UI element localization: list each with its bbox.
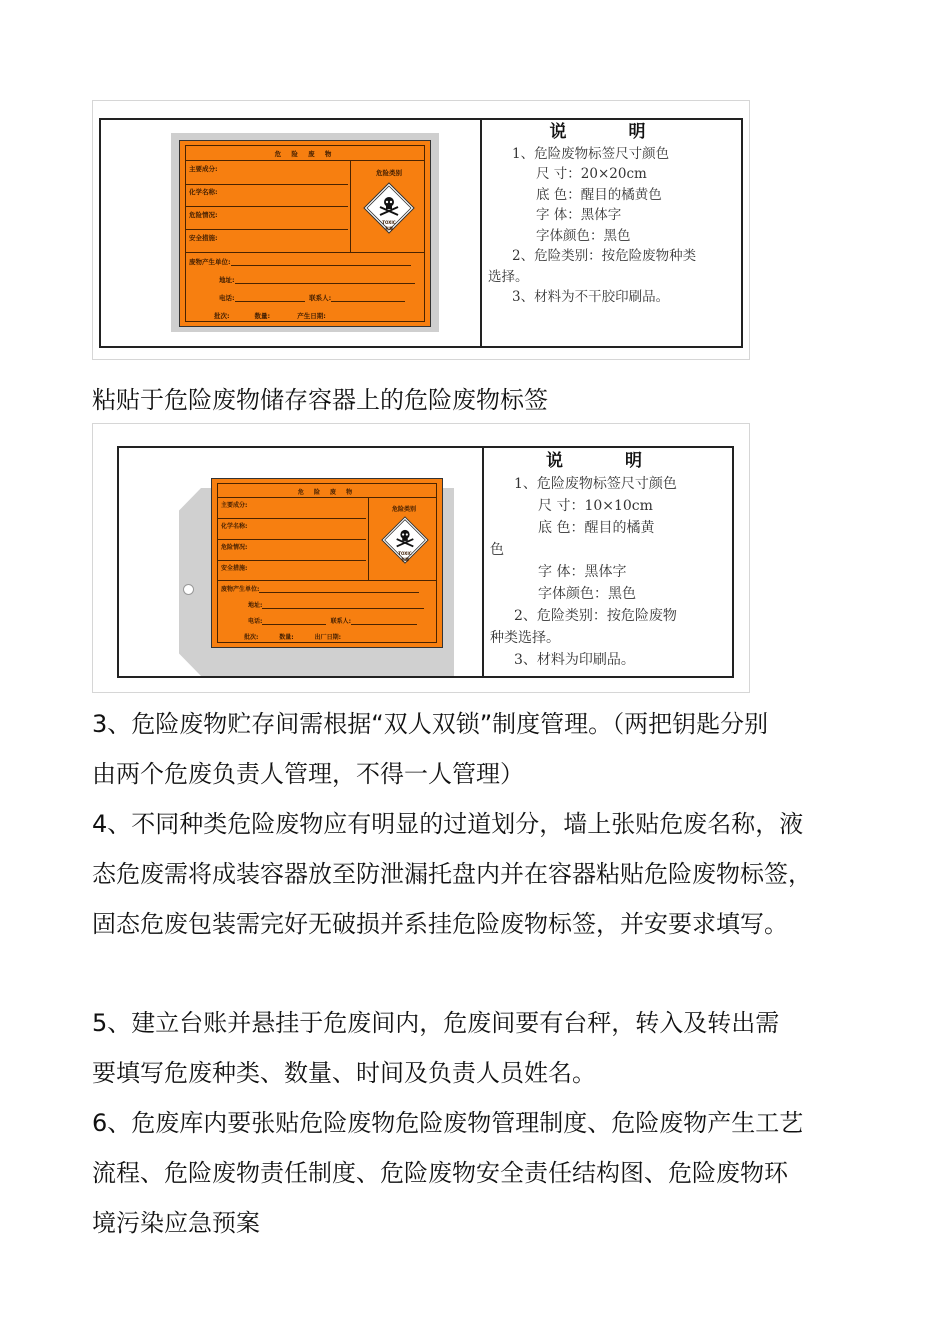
paragraph-6-line-2: 流程、危险废物责任制度、危险废物安全责任结构图、危险废物环 [92,1159,788,1187]
figure-container-label-sticker [92,100,750,360]
figure-table [99,118,743,348]
batch-label: 批次: [244,634,259,641]
paragraph-4-line-2: 态危废需将成装容器放至防泄漏托盘内并在容器粘贴危险废物标签， [92,860,812,888]
label-title: 危 险 废 物 [274,150,336,158]
description-title: 说 明 [546,451,670,471]
label-cell [101,120,482,346]
address-label: 地址: [248,602,263,609]
description-title: 说 明 [549,122,674,142]
contact-label: 联系人: [309,294,332,302]
producer-label: 废物产生单位: [189,258,231,266]
paragraph-3-line-1: 3、危险废物贮存间需根据“双人双锁”制度管理。（两把钥匙分别 [92,710,769,738]
phone-label: 电话: [248,618,263,625]
paragraph-4-line-3: 固态危废包装需完好无破损并系挂危险废物标签，并安要求填写。 [92,910,788,938]
hazard-label-sticker: 危 险 废 物 主要成分: 化学名称: 危险情况: 安全措施: 危险类别 TOXIC 有毒 废物产生单位: 地址: 电话: 联系人: 批次: 数量: 产生日期: [179,140,431,327]
chemical-name-label: 化学名称: [189,188,218,196]
hazard-info-label: 危险情况: [189,211,218,219]
main-ingredient-label: 主要成分: [189,165,218,173]
chemical-name-label: 化学名称: [221,523,248,530]
main-ingredient-label: 主要成分: [221,502,248,509]
address-label: 地址: [219,276,235,284]
quantity-label: 数量: [254,312,271,320]
quantity-label: 数量: [279,634,294,641]
safety-measures-label: 安全措施: [221,565,248,572]
label-cell [119,448,484,676]
paragraph-6-line-3: 境污染应急预案 [92,1209,260,1237]
paragraph-6-line-1: 6、危废库内要张贴危险废物危险废物管理制度、危险废物产生工艺 [92,1109,804,1137]
paragraph-3-line-2: 由两个危废负责人管理，不得一人管理） [92,760,524,788]
caption-sticker-label: 粘贴于危险废物储存容器上的危险废物标签 [92,386,548,414]
contact-label: 联系人: [330,618,351,625]
tag-hole [183,584,194,595]
out-date-label: 出厂日期: [314,634,341,641]
hazard-info-label: 危险情况: [221,544,248,551]
batch-label: 批次: [214,312,230,320]
produce-date-label: 产生日期: [297,312,326,320]
paragraph-5-line-1: 5、建立台账并悬挂于危废间内，危废间要有台秤，转入及转出需 [92,1009,780,1037]
paragraph-5-line-2: 要填写危废种类、数量、时间及负责人员姓名。 [92,1059,596,1087]
phone-label: 电话: [219,294,235,302]
paragraph-4-line-1: 4、不同种类危险废物应有明显的过道划分，墙上张贴危废名称，液 [92,810,804,838]
figure-table [117,446,734,678]
description-cell: 说 明 1、危险废物标签尺寸颜色 尺 寸：20×20cm 底 色：醒目的橘黄色 字 体：黑体字 字体颜色：黑色 2、危险类别：按危险废物种类 选择。 3、材料为不干胶印刷品。 [482,120,741,346]
figure-container-hanging-tag [92,423,750,693]
hazard-category-label: 危险类别 [376,169,402,177]
hazard-category-label: 危险类别 [391,506,416,513]
description-cell: 说 明 1、危险废物标签尺寸颜色 尺 寸：10×10cm 底 色：醒目的橘黄 色 字 体：黑体字 字体颜色：黑色 2、危险类别：按危险废物 种类选择。 3、材料为印刷品。 [484,448,732,676]
hazard-label-tag: 危 险 废 物 主要成分: 化学名称: 危险情况: 安全措施: 危险类别 TOXIC 有毒 废物产生单位: 地址: 电话: 联系人: 批次: 数量: 出厂日期: [211,478,443,648]
label-title: 危 险 废 物 [297,489,357,496]
safety-measures-label: 安全措施: [189,234,218,242]
producer-label: 废物产生单位: [221,586,260,593]
